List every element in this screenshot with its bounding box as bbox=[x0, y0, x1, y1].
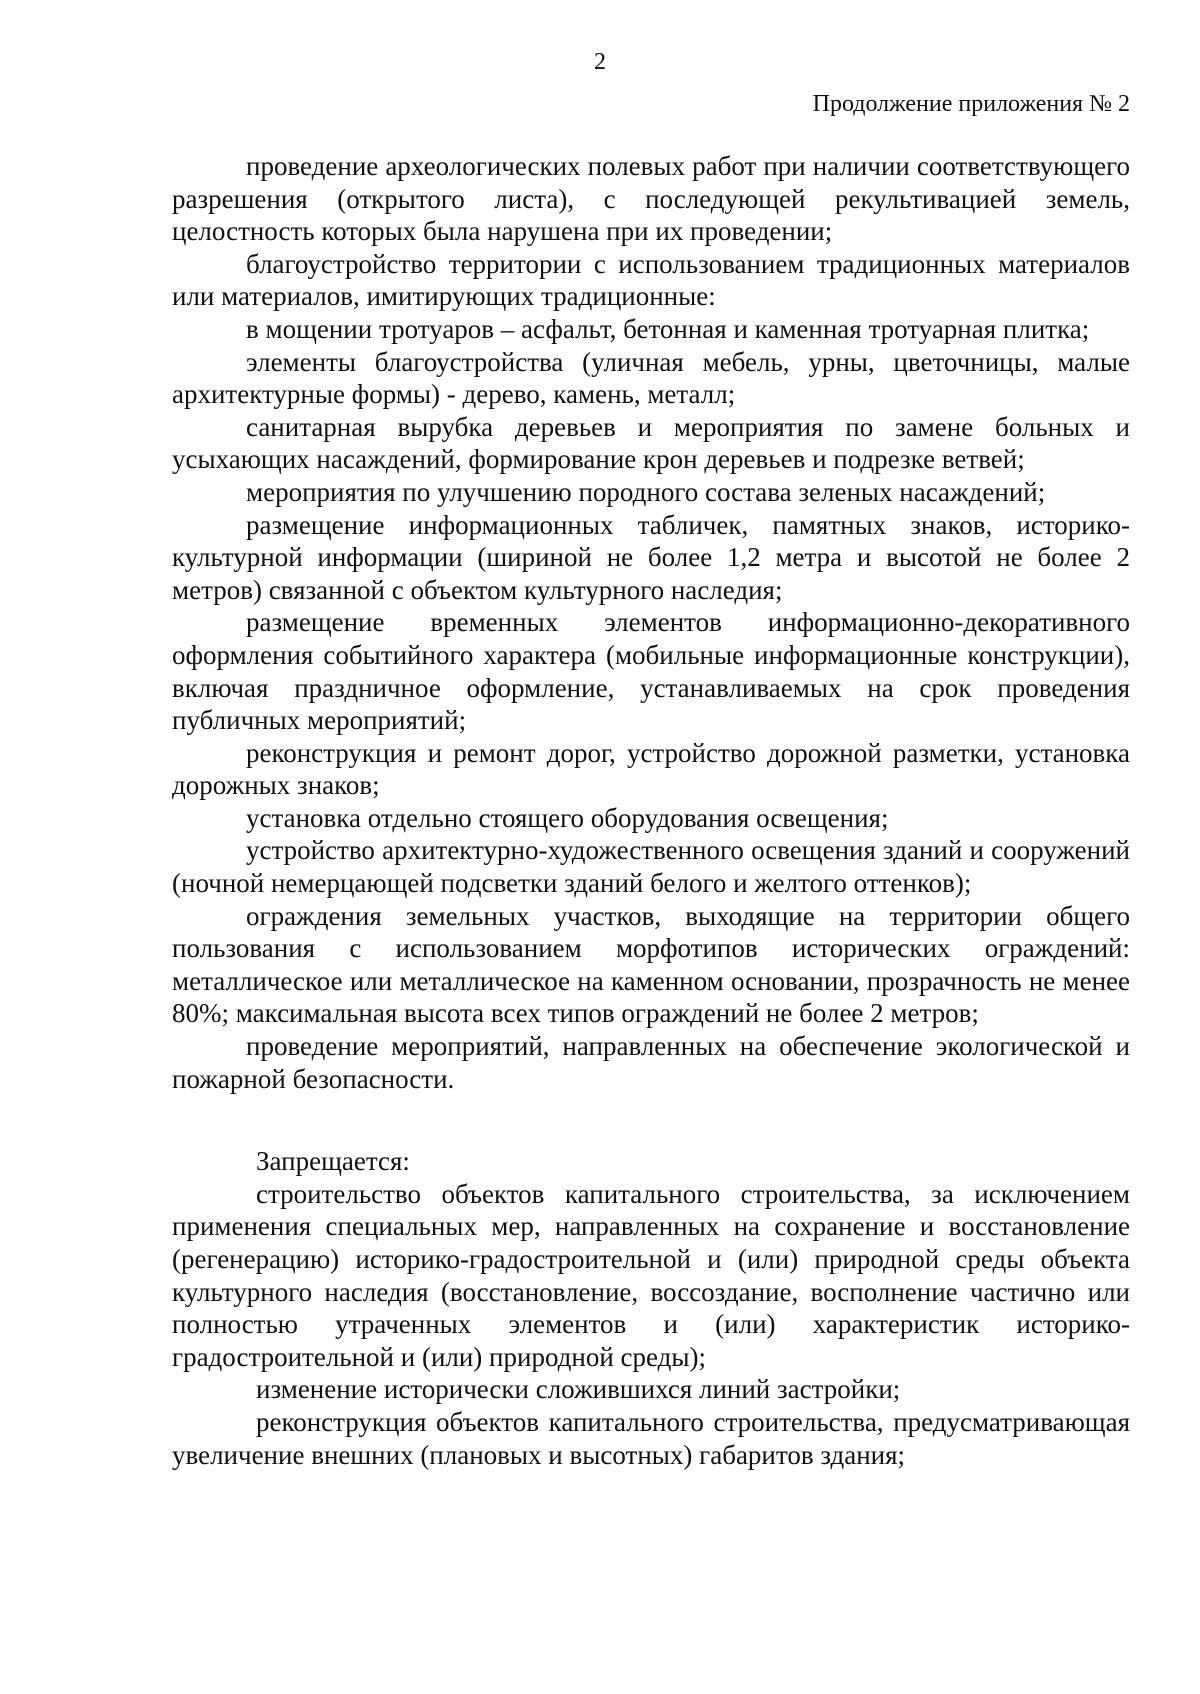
section-gap bbox=[172, 1095, 1130, 1145]
allowed-item-12: ограждения земельных участков, выходящие на территории общего пользования с использованием морфотипов исторических ограждений: металлическое или металлическое на каменном основании, прозрачность не менее 80%; максимальная высота всех типов ограждений не более 2 метров; bbox=[172, 900, 1130, 1029]
forbidden-item-3: реконструкция объектов капитального строительства, предусматривающая увеличение внешних (плановых и высотных) габаритов здания; bbox=[172, 1406, 1130, 1470]
allowed-item-11: устройство архитектурно-художественного освещения зданий и сооружений (ночной немерцающей подсветки зданий белого и желтого оттенков); bbox=[172, 835, 1130, 899]
allowed-item-4: элементы благоустройства (уличная мебель, урны, цветочницы, малые архитектурные формы) - дерево, камень, металл; bbox=[172, 346, 1130, 410]
forbidden-heading: Запрещается: bbox=[256, 1146, 410, 1177]
allowed-item-5: санитарная вырубка деревьев и мероприятия по замене больных и усыхающих насаждений, формирование крон деревьев и подрезке ветвей; bbox=[172, 411, 1130, 475]
allowed-item-9: реконструкция и ремонт дорог, устройство дорожной разметки, установка дорожных знаков; bbox=[172, 737, 1130, 801]
forbidden-item-2: изменение исторически сложившихся линий застройки; bbox=[256, 1374, 901, 1405]
allowed-item-13: проведение мероприятий, направленных на обеспечение экологической и пожарной безопасности. bbox=[172, 1031, 1130, 1094]
allowed-item-6: мероприятия по улучшению породного состава зеленых насаждений; bbox=[246, 476, 1046, 507]
allowed-item-1: проведение археологических полевых работ при наличии соответствующего разрешения (открытого листа), с последующей рекультивацией земель, целостность которых была нарушена при их проведении; bbox=[172, 151, 1130, 247]
forbidden-item-1: строительство объектов капитального строительства, за исключением применения специальных мер, направленных на сохранение и восстановление (регенерацию) историко-градостроительной и (или) природной среды объекта культурного наследия (восстановление, воссоздание, восполнение частично или полностью утраченных элементов и (или) характеристик историко-градостроительной и (или) природной среды); bbox=[172, 1178, 1130, 1372]
allowed-item-2: благоустройство территории с использованием традиционных материалов или материалов, имитирующих традиционные: bbox=[172, 248, 1130, 312]
allowed-item-8: размещение временных элементов информационно-декоративного оформления событийного характера (мобильные информационные конструкции), включая праздничное оформление, устанавливаемых на срок проведения публичных мероприятий; bbox=[172, 607, 1130, 736]
allowed-item-7: размещение информационных табличек, памятных знаков, историко-культурной информации (шириной не более 1,2 метра и высотой не более 2 метров) связанной с объектом культурного наследия; bbox=[172, 509, 1130, 605]
allowed-item-10: установка отдельно стоящего оборудования освещения; bbox=[246, 802, 889, 833]
document-body bbox=[172, 150, 1130, 1471]
appendix-continuation-label: Продолжение приложения № 2 bbox=[812, 91, 1130, 117]
allowed-item-3: в мощении тротуаров – асфальт, бетонная и каменная тротуарная плитка; bbox=[246, 313, 1090, 344]
page-number: 2 bbox=[594, 49, 606, 75]
